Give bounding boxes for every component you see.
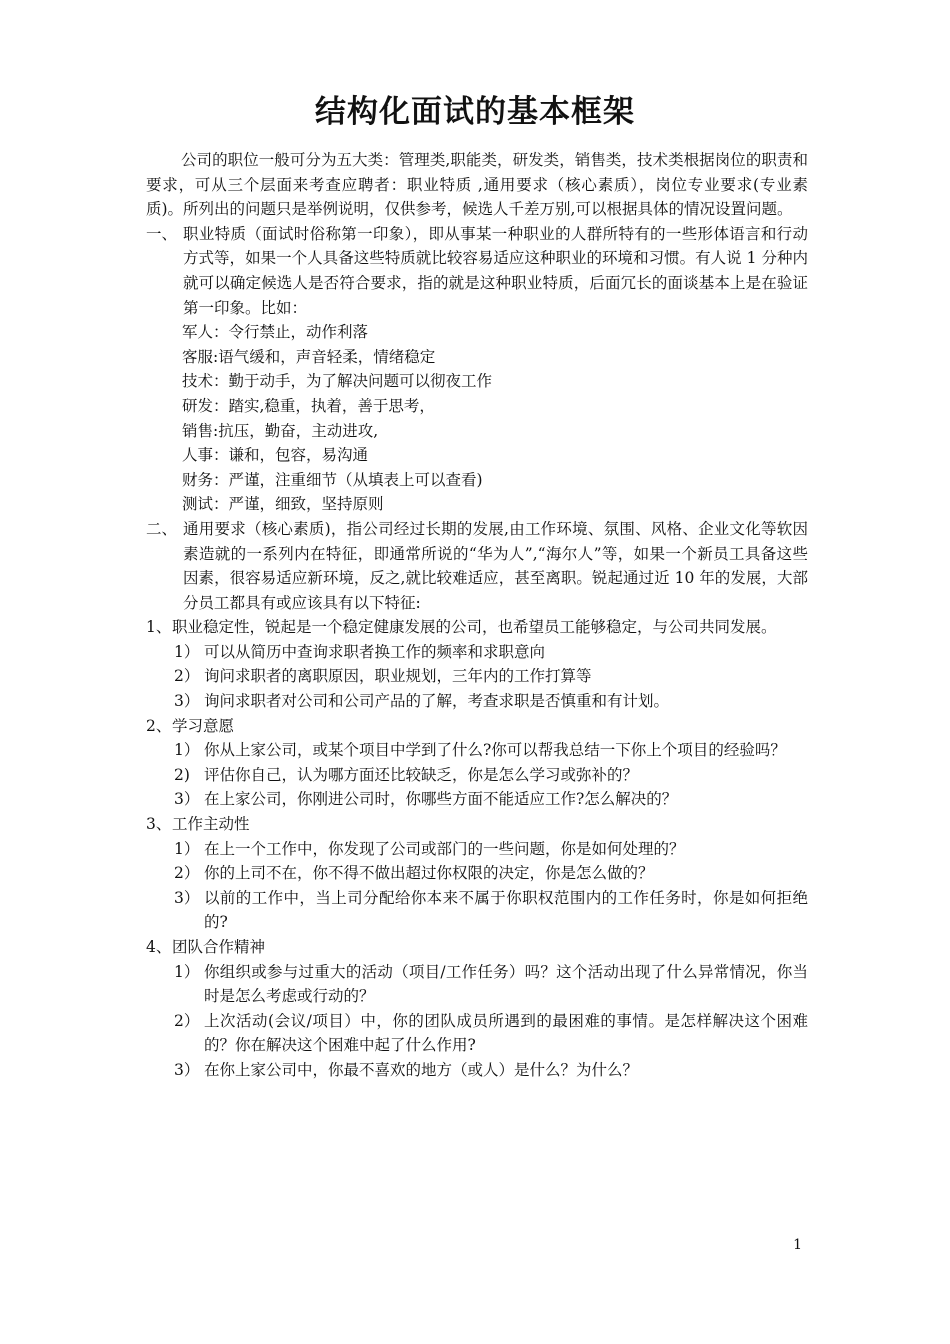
- question-item: [146, 886, 808, 935]
- trait-text: 学习意愿: [172, 716, 235, 735]
- question-text: 以前的工作中，当上司分配给你本来不属于你职权范围内的工作任务时，你是如何拒绝的?: [204, 888, 808, 932]
- question-marker: 2）: [174, 1011, 200, 1030]
- question-item: [146, 738, 808, 763]
- section-1: [146, 222, 808, 320]
- example-item: 客服:语气缓和，声音轻柔，情绪稳定: [182, 347, 436, 366]
- page-number: 1: [793, 1237, 802, 1253]
- trait-text: 团队合作精神: [172, 938, 266, 956]
- trait-marker: 4、: [146, 938, 172, 956]
- trait-marker: 2、: [146, 716, 172, 735]
- trait-1: [146, 615, 808, 640]
- question-marker: 3）: [174, 888, 200, 907]
- question-marker: 3）: [174, 1060, 200, 1079]
- question-text: 在你上家公司中，你最不喜欢的地方（或人）是什么？为什么？: [204, 1060, 639, 1079]
- question-text: 你从上家公司，或某个项目中学到了什么?你可以帮我总结一下你上个项目的经验吗？: [204, 741, 786, 760]
- section-marker: 二、: [146, 519, 178, 538]
- question-item: [146, 640, 808, 665]
- trait-3: [146, 812, 808, 837]
- question-marker: 1）: [174, 839, 200, 858]
- trait-marker: 3、: [146, 815, 172, 834]
- question-item: [146, 664, 808, 689]
- example-item: 测试：严谨，细致，坚持原则: [182, 495, 384, 514]
- example-item: 军人：令行禁止，动作利落: [182, 323, 369, 342]
- question-marker: 3）: [174, 692, 200, 711]
- question-item: [146, 689, 808, 714]
- question-text: 评估你自己，认为哪方面还比较缺乏，你是怎么学习或弥补的？: [204, 765, 639, 784]
- section-2: [146, 517, 808, 615]
- question-text: 上次活动(会议/项目）中，你的团队成员所遇到的最困难的事情。是怎样解决这个困难的？你在解决这个困难中起了什么作用?: [204, 1011, 808, 1055]
- question-marker: 1）: [174, 642, 200, 661]
- question-marker: 2）: [174, 667, 200, 686]
- question-text: 在上一个工作中，你发现了公司或部门的一些问题，你是如何处理的？: [204, 839, 685, 858]
- question-item: [146, 960, 808, 1009]
- section-text: 职业特质（面试时俗称第一印象），即从事某一种职业的人群所特有的一些形体语言和行动方式等，如果一个人具备这些特质就比较容易适应这种职业的环境和习惯。有人说 1 分种内就可以确定候选人是否符合要求，指的就是这种职业特质，后面冗长的面谈基本上是在验证第一印象。比如：: [183, 224, 808, 317]
- section-marker: 一、: [146, 224, 178, 243]
- example-item: 销售:抗压，勤奋，主动进攻,: [182, 421, 379, 440]
- example-item: 人事：谦和，包容，易沟通: [182, 446, 369, 465]
- question-item: [146, 1009, 808, 1058]
- trait-4: [146, 935, 808, 960]
- question-item: [146, 837, 808, 862]
- trait-text: 职业稳定性，锐起是一个稳定健康发展的公司，也希望员工能够稳定，与公司共同发展。: [172, 618, 777, 637]
- example-item: 研发：踏实,稳重，执着，善于思考，: [182, 396, 435, 415]
- question-text: 可以从简历中查询求职者换工作的频率和求职意向: [204, 642, 546, 661]
- question-item: [146, 1058, 808, 1083]
- document-body: [146, 148, 808, 1083]
- question-marker: 1）: [174, 741, 200, 760]
- question-marker: 1）: [174, 962, 200, 981]
- question-marker: 2）: [174, 864, 200, 883]
- trait-text: 工作主动性: [172, 815, 250, 834]
- question-text: 你组织或参与过重大的活动（项目/工作任务）吗？这个活动出现了什么异常情况，你当时是怎么考虑或行动的？: [204, 962, 808, 1006]
- intro-paragraph: 公司的职位一般可分为五大类：管理类,职能类，研发类，销售类，技术类根据岗位的职责和要求，可从三个层面来考查应聘者：职业特质 ,通用要求（核心素质），岗位专业要求(专业素质)。所列出的问题只是举例说明，仅供参考，候选人千差万别,可以根据具体的情况设置问题。: [146, 151, 808, 219]
- trait-2: [146, 714, 808, 739]
- question-text: 询问求职者的离职原因，职业规划，三年内的工作打算等: [204, 667, 592, 686]
- example-list: [146, 320, 808, 517]
- example-item: 财务：严谨，注重细节（从填表上可以查看): [182, 470, 483, 489]
- question-marker: 3）: [174, 790, 200, 809]
- question-text: 你的上司不在，你不得不做出超过你权限的决定，你是怎么做的？: [204, 864, 654, 883]
- question-marker: 2): [174, 765, 190, 784]
- document-title: 结构化面试的基本框架: [315, 94, 635, 130]
- question-text: 询问求职者对公司和公司产品的了解，考查求职是否慎重和有计划。: [204, 692, 670, 711]
- trait-marker: 1、: [146, 618, 172, 637]
- question-item: [146, 787, 808, 812]
- question-text: 在上家公司，你刚进公司时，你哪些方面不能适应工作?怎么解决的？: [204, 790, 678, 809]
- question-item: [146, 763, 808, 788]
- section-text: 通用要求（核心素质)，指公司经过长期的发展,由工作环境、氛围、风格、企业文化等软因素造就的一系列内在特征，即通常所说的“华为人”,“海尔人”等，如果一个新员工具备这些因素，很容易适应新环境，反之,就比较难适应，甚至离职。锐起通过近 10 年的发展，大部分员工都具有或应该具有以下特征:: [183, 519, 808, 612]
- question-item: [146, 861, 808, 886]
- example-item: 技术：勤于动手，为了解决问题可以彻夜工作: [182, 372, 493, 391]
